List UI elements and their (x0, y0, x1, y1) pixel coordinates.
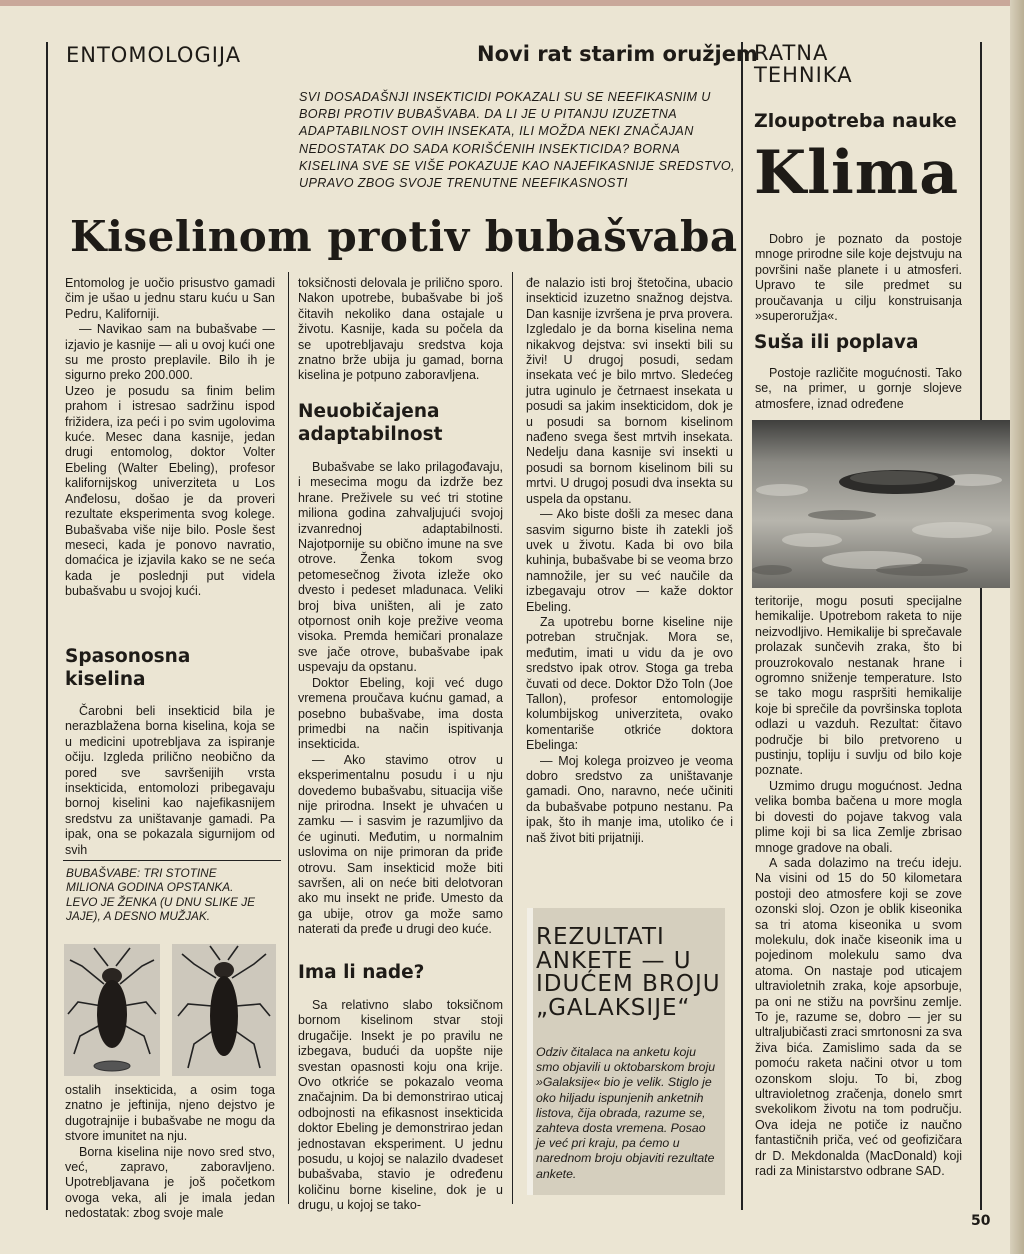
sidebar-headline: Klima (754, 138, 960, 208)
landscape-photo-icon (752, 420, 1010, 588)
box-title: REZULTATI ANKETE — U IDUĆEM BROJU „GALAKSIJE“ (536, 924, 721, 1021)
sidebar-section-label: RATNA TEHNIKA (754, 41, 853, 87)
page-edge (1010, 0, 1024, 1254)
paragraph: toksičnosti delovala je prilično sporo. Nakon upotrebe, bubašvabe bi još čitavih nekoliko dana ostajale u životu. Kasnije, kada su počela da se upotrebljavaju sredstva koja znatno brže ubija ju gamad, borna kiselina je potpuno zaboravljena. (298, 276, 503, 383)
article-column-1b (65, 704, 275, 858)
paragraph: Sa relativno slabo toksičnom bornom kiselinom stvar stoji drugačije. Insekt je po pravilu ne izbegava, budući da uopšte nije svestan opasnosti koju ona krije. Ovo otkriće se pokazalo veoma značajnim. Da bi demonstrirao uticaj odbojnosti na efikasnost insekticida doktor Ebeling je demonstrirao jedan jednostavan eksperiment. U jednu posudu, u kojoj se nalazilo dvadeset bubašvaba, stavio je određenu količinu borne kiseline, dok je u drugu, u kojoj se tako- (298, 998, 503, 1213)
section-label: ENTOMOLOGIJA (66, 43, 242, 67)
box-text: Odziv čitalaca na anketu koju smo objavili u oktobarskom broju »Galaksije« bio je velik. Stiglo je oko hiljadu ispunjenih anketnih listova, čija obrada, razume se, zahteva dosta vremena. Posao je već pri kraju, pa ćemo u narednom broju objaviti rezultate ankete. (536, 1045, 716, 1181)
article-column-1a (65, 276, 275, 600)
paragraph: Entomolog je uočio prisustvo gamadi čim je ušao u jednu staru kuću u San Pedru, Kaliforniji. (65, 276, 275, 321)
cockroach-male-photo (172, 944, 276, 1076)
cockroach-female-icon (64, 944, 160, 1076)
paragraph: Doktor Ebeling, koji već dugo vremena proučava kućnu gamad, a posebno bubašvabe, ima dosta primedbi na način ispitivanja insekticida. (298, 675, 503, 752)
survey-results-box (527, 908, 725, 1195)
sidebar-body-a (755, 366, 962, 412)
article-column-1c (65, 1083, 275, 1222)
left-frame-rule (46, 42, 48, 1210)
article-column-2a (298, 276, 503, 384)
paragraph: Za upotrebu borne kiseline nije potreban stručnjak. Mora se, međutim, imati u vidu da je ovo sredstvo ipak otrov. Stoga ga treba čuvati od dece. Doktor Džo Toln (Joe Tallon), profesor entomologije kolumbijskog univerziteta, ovako komentariše otkriće doktora Ebelinga: (526, 614, 733, 753)
article-kicker: Novi rat starim oružjem (477, 42, 758, 66)
cockroach-male-icon (172, 944, 276, 1076)
sidebar-body-b (755, 594, 962, 1179)
paragraph: Bubašvabe se lako prilagođavaju, i mesecima mogu da izdrže bez hrane. Preživele su već tri stotine miliona godina zahvaljujući svojoj izvanrednoj adaptabilnosti. Najotpornije su obično imune na sve otrove. Ženka tokom svog petomesečnog života izleže oko dvesto i pedeset mladunaca. Veliki broj biva uništen, ali je zato otpornost onih koje prežive veoma visoka. Premda hemičari pronalaze sve jače otrove, bubašvabe ipak uspevaju da opstanu. (298, 460, 503, 675)
paragraph: Uzmimo drugu mogućnost. Jedna velika bomba bačena u more mogla bi dovesti do pojave takvog vala plime koji bi sa lica Zemlje zbrisao mnoge gradove na obali. (755, 778, 962, 855)
sidebar-subhead: Suša ili poplava (754, 332, 919, 353)
crater-landscape-photo (752, 420, 1010, 588)
sidebar-divider-rule (741, 42, 743, 1210)
subhead-adaptabilnost: Neuobičajena adaptabilnost (298, 401, 443, 445)
article-column-2c (298, 998, 503, 1214)
subhead-spasonosna: Spasonosna kiselina (65, 646, 191, 690)
sidebar-kicker: Zloupotreba nauke (754, 110, 957, 132)
paragraph: Borna kiselina nije novo sred stvo, već, zapravo, zaboravljeno. Upotrebljavana je još početkom ovoga veka, ali je imala jedan nedostatak: zbog svoje male (65, 1144, 275, 1221)
paragraph: ostalih insekticida, a osim toga znatno je jeftinija, njeno dejstvo je dugotrajnije i bubašvabe ne mogu da stvore imunitet na nju. (65, 1083, 275, 1144)
paragraph: A sada dolazimo na treću ideju. Na visini od 15 do 50 kilometara postoji deo atmosfere koji se zove ozonski sloj. Ozon je oblik kiseonika sa tri atoma kiseonika u svom molekulu, dok inače kiseonik ima u pojedinom molekulu samo dva atoma. On nastaje pod uticajem ultravioletnih zraka, koje apsorbuje, pa oni ne stižu na površinu zemlje. To je, razume se, dobro — jer su ultraljubičasti zraci smrtonosni za sva živa bića. Zamislimo sada da se pomoću raketa načini otvor u tom ozonskom sloju. To bi, zbog ultravioletnog zračenja, donelo smrt svekolikom životu na tom području. Ova ideja ne potiče iz naučno fantastičnih priča, već od geofizičara dr D. Mekdonalda (MacDonald) koji radi za Ministarstvo odbrane SAD. (755, 855, 962, 1179)
paragraph: Čarobni beli insekticid bila je nerazblažena borna kiselina, koja se u medicini upotrebljava za ispiranje očiju. Izgleda prilično neobično da pored sve savršenijih vrsta insekticida, entomolozi pribegavaju bornoj kiselini kao najefikasnijem sredstvu za uništavanje gamadi. Pa ipak, ona se pokazala sigurnijom od svih (65, 704, 275, 857)
column-rule-1 (288, 272, 289, 1204)
paragraph: — Navikao sam na bubašvabe — izjavio je kasnije — ali u ovoj kući one su me prosto preplavile. Bilo ih je sigurno preko 200.000. (65, 322, 275, 383)
top-edge (0, 0, 1024, 6)
sidebar-intro (755, 232, 962, 324)
photo-caption: BUBAŠVABE: TRI STOTINE MILIONA GODINA OPSTANKA. LEVO JE ŽENKA (U DNU SLIKE JE JAJE), A DESNO MUŽJAK. (66, 866, 256, 924)
paragraph: — Moj kolega proizveo je veoma dobro sredstvo za uništavanje gamadi. Ono, naravno, neće učiniti da bubašvabe potpuno nestanu. Pa ipak, što ih manje ima, utoliko će i naš život biti prijatniji. (526, 753, 733, 845)
page-number: 50 (971, 1213, 991, 1229)
article-headline: Kiselinom protiv bubašvaba (70, 212, 738, 261)
paragraph: — Ako biste došli za mesec dana sasvim sigurno biste ih zatekli još uvek u životu. Kada bi ovo bila kuhinja, bubašvabe bi se veoma brzo namnožile, jer su već naučile da izbegavaju otrov — kaže doktor Ebeling. (526, 507, 733, 614)
paragraph: Dobro je poznato da postoje mnoge prirodne sile koje dejstvuju na površini naše planete i u atmosferi. Upravo te sile predmet su proučavanja u cilju konstruisanja »superoružja«. (755, 232, 962, 324)
article-column-3 (526, 276, 733, 846)
caption-rule (63, 860, 281, 861)
column-rule-2 (512, 272, 513, 1204)
cockroach-female-photo (64, 944, 160, 1076)
paragraph: đe nalazio isti broj štetočina, ubacio insekticid izuzetno snažnog dejstva. Dan kasnije izvršena je prva provera. Izgledalo je da borna kiselina nema nikakvog dejstva: svi insekti bili su živi! U drugoj posudi, sedam insekata već je bilo mrtvo. Sledećeg jutra uginulo je četrnaest insekata u posudi sa jakim insekticidom, dok je u posudi sa bornom kiselinom nađeno svega šest mrtvih insekata. Nedelju dana kasnije svi insekti u posudi sa bornom kiselinom bili su mrtvi. U drugoj posudi dva insekta su uspela da opstanu. (526, 276, 733, 506)
article-column-2b (298, 460, 503, 938)
paragraph: — Ako stavimo otrov u eksperimentalnu posudu i u nju dovedemo bubašvabu, situacija više nije prirodna. Insekt je uhvaćen u zamku — i sasvim je razumljivo da će uginuti. Međutim, u normalnim uslovima on nije primoran da priđe otrovu. Sam insekticid može biti savršen, ali on neće biti delotvoran ako mu insekt ne priđe. Umesto da ga ubije, otrov ga može samo naterati da pređe u drugi deo kuće. (298, 752, 503, 937)
article-deck: SVI DOSADAŠNJI INSEKTICIDI POKAZALI SU SE NEEFIKASNIM U BORBI PROTIV BUBAŠVABA. DA LI JE U PITANJU IZUZETNA ADAPTABILNOST OVIH INSEKATA, ILI MOŽDA NEKI ZNAČAJAN NEDOSTATAK DO SADA KORIŠĆENIH INSEKTICIDA? BORNA KISELINA SVE SE VIŠE POKAZUJE KAO NAJEFIKASNIJE SREDSTVO, UPRAVO ZBOG SVOJE TRENUTNE NEEFIKASNOSTI (299, 90, 735, 191)
paragraph: Uzeo je posudu sa finim belim prahom i istresao sadržinu ispod frižidera, iza peći i po svim ugolovima kuće. Mesec dana kasnije, jedan drugi entomolog, doktor Volter Ebeling (Walter Ebeling), profesor kalifornijskog univerziteta u Los Anđelosu, došao je da proveri rezultate eksperimenta svog kolege. Bubašvaba više nije bilo. Posle šest meseci, kada je ponovo navratio, domaćica je izjavila kako se ne seća kada je poslednji put videla bubašvabu u svojoj kući. (65, 383, 275, 599)
paragraph: Postoje različite mogućnosti. Tako se, na primer, u gornje slojeve atmosfere, iznad određene (755, 366, 962, 411)
paragraph: teritorije, mogu posuti specijalne hemikalije. Upotrebom raketa to nije neizvodljivo. Hemikalije bi sprečavale prolazak sunčevih zraka, što bi prouzrokovalo nestanak hrane i ogromno sniženje temperature. Isto se tako mogu raspršiti hemikalije koje bi sprečile da površinska toplota odlazi u vazduh. Rezultat: čitavo područje bi bilo pretvoreno u pustinju, topliju i suvlju od bilo koje poznate. (755, 594, 962, 778)
right-frame-rule (980, 42, 982, 1210)
subhead-ima-li-nade: Ima li nade? (298, 962, 425, 983)
box-edge (527, 908, 533, 1195)
